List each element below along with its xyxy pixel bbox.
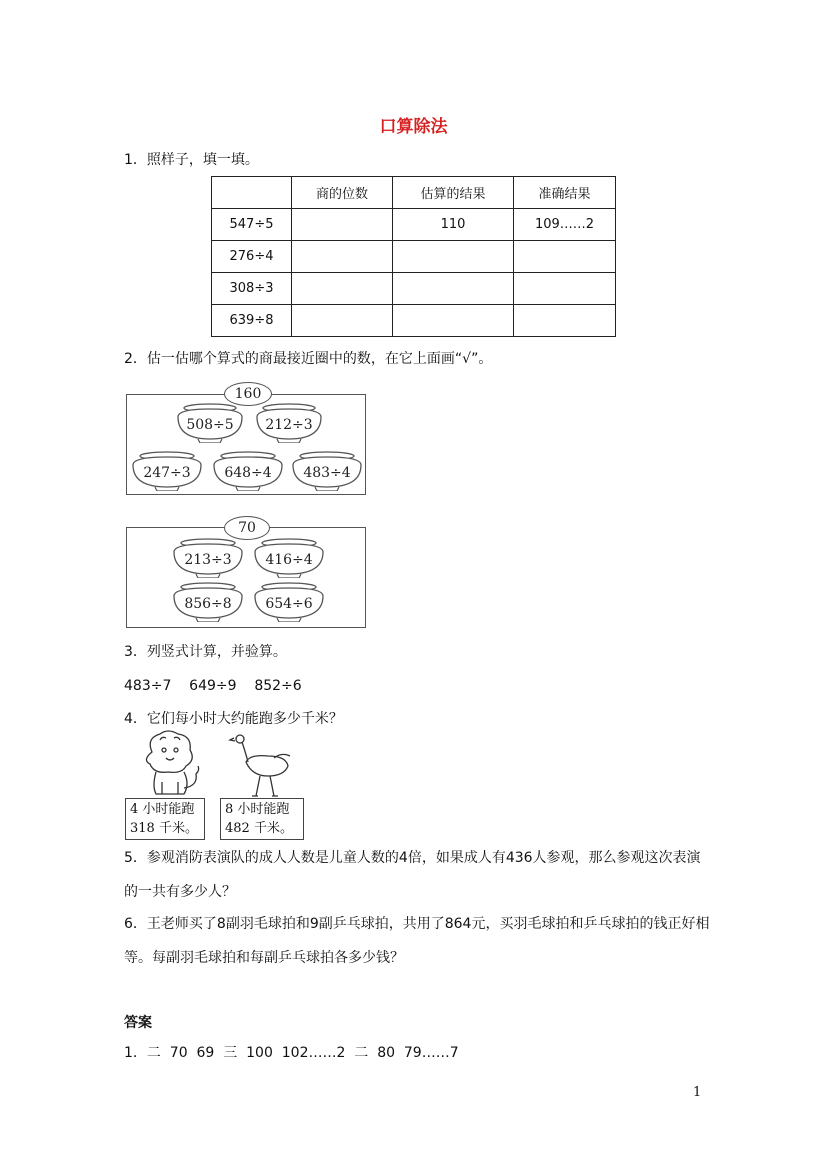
lion-illustration [138, 730, 206, 798]
question-2-text: 2．估一估哪个算式的商最接近圈中的数，在它上面画“√”。 [124, 351, 493, 367]
bowl-label: 654÷6 [265, 596, 313, 612]
table-cell [514, 241, 616, 273]
table-cell: 547÷5 [212, 209, 292, 241]
bowl-247-div-3[interactable] [130, 451, 204, 491]
answers-heading: 答案 [124, 1015, 152, 1031]
ostrich-card-line-2: 482 千米。 [225, 821, 293, 836]
question-3-text: 3．列竖式计算，并验算。 [124, 644, 287, 660]
estimation-table [211, 176, 616, 337]
bowl-654-div-6[interactable] [252, 582, 326, 622]
bowl-label: 247÷3 [143, 465, 191, 481]
bowl-648-div-4[interactable] [211, 451, 285, 491]
table-header-cell: 准确结果 [514, 177, 616, 209]
page-title: 口算除法 [379, 117, 448, 137]
table-cell: 308÷3 [212, 273, 292, 305]
table-row [212, 305, 616, 337]
bowl-483-div-4[interactable] [290, 451, 364, 491]
lion-speed-card [125, 798, 205, 840]
table-header-cell [212, 177, 292, 209]
bowl-label: 508÷5 [186, 417, 234, 433]
bowl-label: 213÷3 [184, 552, 232, 568]
table-cell [292, 305, 393, 337]
table-row [212, 273, 616, 305]
question-1-text: 1．照样子，填一填。 [124, 152, 259, 168]
ostrich-card-line-1: 8 小时能跑 [225, 802, 290, 817]
table-cell: 276÷4 [212, 241, 292, 273]
target-number-70: 70 [224, 516, 270, 540]
ostrich-speed-card [220, 798, 304, 840]
bowls-figure-70 [126, 527, 366, 628]
bowl-label: 416÷4 [265, 552, 313, 568]
table-cell [393, 273, 514, 305]
table-cell [292, 209, 393, 241]
question-3-problems: 483÷7 649÷9 852÷6 [124, 678, 302, 694]
bowl-label: 648÷4 [224, 465, 272, 481]
ostrich-illustration [224, 732, 296, 798]
table-cell [514, 305, 616, 337]
bowl-212-div-3[interactable] [253, 403, 325, 443]
table-cell [292, 241, 393, 273]
table-cell [292, 273, 393, 305]
page-number: 1 [693, 1085, 702, 1100]
lion-card-line-2: 318 千米。 [130, 821, 198, 836]
table-header-row [212, 177, 616, 209]
question-5-text: 5．参观消防表演队的成人人数是儿童人数的4倍，如果成人有436人参观，那么参观这次表演的一共有多少人？ [124, 850, 701, 900]
table-cell: 109……2 [514, 209, 616, 241]
table-row [212, 241, 616, 273]
bowl-508-div-5[interactable] [174, 403, 246, 443]
question-6-text: 6．王老师买了8副羽毛球拍和9副乒乓球拍，共用了864元，买羽毛球拍和乒乓球拍的钱正好相等。每副羽毛球拍和每副乒乓球拍各多少钱？ [124, 916, 710, 966]
table-cell [514, 273, 616, 305]
bowl-416-div-4[interactable] [252, 538, 326, 578]
table-header-cell: 商的位数 [292, 177, 393, 209]
table-cell [393, 305, 514, 337]
table-cell: 639÷8 [212, 305, 292, 337]
lion-card-line-1: 4 小时能跑 [130, 802, 195, 817]
table-header-cell: 估算的结果 [393, 177, 514, 209]
bowl-856-div-8[interactable] [171, 582, 245, 622]
answer-line-1: 1．二 70 69 三 100 102……2 二 80 79……7 [124, 1045, 459, 1061]
bowl-label: 212÷3 [265, 417, 313, 433]
bowl-label: 483÷4 [303, 465, 351, 481]
question-4-text: 4．它们每小时大约能跑多少千米？ [124, 711, 343, 727]
target-number-160: 160 [224, 382, 272, 406]
bowl-label: 856÷8 [184, 596, 232, 612]
bowl-213-div-3[interactable] [171, 538, 245, 578]
table-cell: 110 [393, 209, 514, 241]
table-row [212, 209, 616, 241]
table-cell [393, 241, 514, 273]
